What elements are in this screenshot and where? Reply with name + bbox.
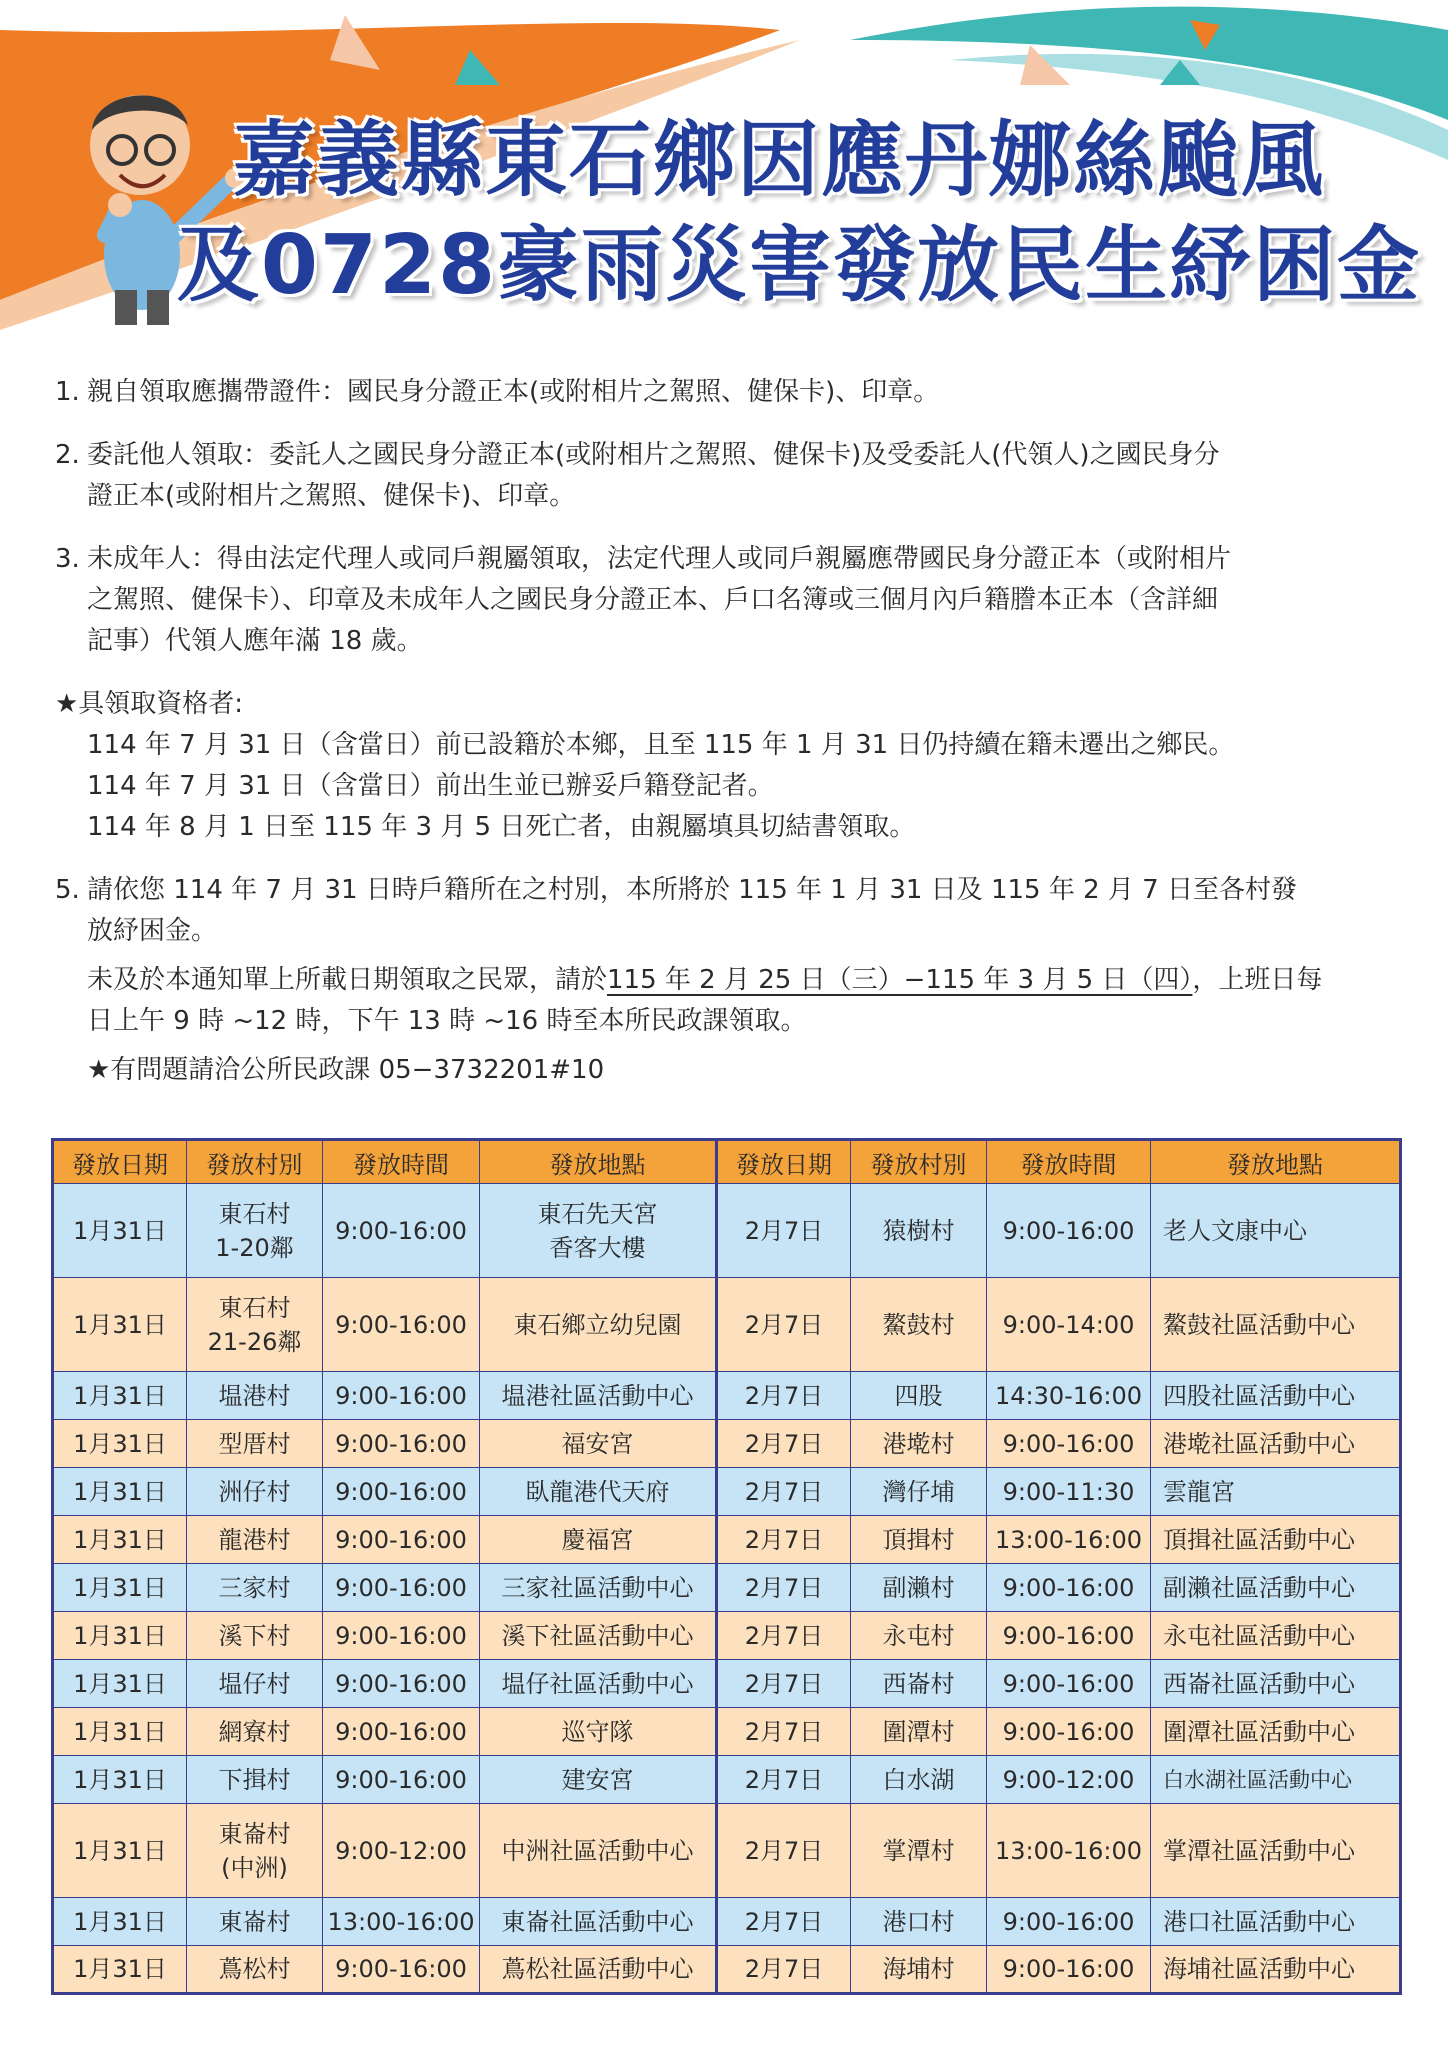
cell-date: 2月7日 <box>717 1420 851 1468</box>
cell-village: 港口村 <box>851 1898 987 1946</box>
instructions <box>55 372 1405 1113</box>
cell-location: 建安宮 <box>480 1756 717 1804</box>
cell-location: 東崙社區活動中心 <box>480 1898 717 1946</box>
cell-village: 塭仔村 <box>187 1660 323 1708</box>
cell-date: 2月7日 <box>717 1612 851 1660</box>
title-line-2: 及0728豪雨災害發放民生紓困金 <box>176 218 1422 313</box>
table-row <box>53 1516 1401 1564</box>
cell-location: 永屯社區活動中心 <box>1151 1612 1401 1660</box>
cell-village: 港墘村 <box>851 1420 987 1468</box>
cell-village: 四股 <box>851 1372 987 1420</box>
cell-village: 永屯村 <box>851 1612 987 1660</box>
note-text: 委託他人領取：委託人之國民身分證正本(或附相片之駕照、健保卡)及受委託人(代領人)之國民身分 <box>87 440 1220 470</box>
table-row <box>53 1184 1401 1278</box>
header-date: 發放日期 <box>53 1140 187 1184</box>
cell-date: 2月7日 <box>717 1946 851 1994</box>
cell-village: 海埔村 <box>851 1946 987 1994</box>
table-row <box>53 1278 1401 1372</box>
table-row <box>53 1804 1401 1898</box>
table-row <box>53 1420 1401 1468</box>
cell-location: 港口社區活動中心 <box>1151 1898 1401 1946</box>
cell-time: 9:00-16:00 <box>323 1756 480 1804</box>
note-number: 1. <box>55 377 80 407</box>
header-location: 發放地點 <box>480 1140 717 1184</box>
cell-village: 型厝村 <box>187 1420 323 1468</box>
table-row <box>53 1756 1401 1804</box>
cell-village: 東崙村 (中洲) <box>187 1804 323 1898</box>
cell-village: 下揖村 <box>187 1756 323 1804</box>
cell-location: 掌潭社區活動中心 <box>1151 1804 1401 1898</box>
cell-date: 1月31日 <box>53 1708 187 1756</box>
cell-time: 9:00-14:00 <box>987 1278 1151 1372</box>
cell-location: 臥龍港代天府 <box>480 1468 717 1516</box>
table-row <box>53 1946 1401 1994</box>
note-text: 記事）代領人應年滿 18 歲。 <box>87 626 423 656</box>
note-1 <box>55 372 1405 413</box>
cell-date: 2月7日 <box>717 1660 851 1708</box>
cell-time: 14:30-16:00 <box>987 1372 1151 1420</box>
cell-village: 圍潭村 <box>851 1708 987 1756</box>
cell-date: 2月7日 <box>717 1804 851 1898</box>
cell-date: 1月31日 <box>53 1184 187 1278</box>
cell-location: 四股社區活動中心 <box>1151 1372 1401 1420</box>
cell-date: 1月31日 <box>53 1660 187 1708</box>
cell-time: 9:00-16:00 <box>987 1564 1151 1612</box>
cell-village: 西崙村 <box>851 1660 987 1708</box>
cell-date: 1月31日 <box>53 1516 187 1564</box>
cell-village: 副瀨村 <box>851 1564 987 1612</box>
note-text: 之駕照、健保卡）、印章及未成年人之國民身分證正本、戶口名簿或三個月內戶籍謄本正本（含詳細 <box>87 585 1219 615</box>
cell-time: 9:00-11:30 <box>987 1468 1151 1516</box>
cell-location: 圍潭社區活動中心 <box>1151 1708 1401 1756</box>
header-time: 發放時間 <box>987 1140 1151 1184</box>
cell-village: 頂揖村 <box>851 1516 987 1564</box>
cell-village: 蔦松村 <box>187 1946 323 1994</box>
cell-time: 9:00-16:00 <box>987 1660 1151 1708</box>
cell-date: 1月31日 <box>53 1468 187 1516</box>
cell-date: 1月31日 <box>53 1612 187 1660</box>
cell-time: 9:00-16:00 <box>323 1564 480 1612</box>
cell-location: 三家社區活動中心 <box>480 1564 717 1612</box>
title-line-1: 嘉義縣東石鄉因應丹娜絲颱風 <box>232 113 1325 208</box>
cell-time: 9:00-16:00 <box>323 1278 480 1372</box>
cell-date: 1月31日 <box>53 1898 187 1946</box>
cell-village: 東石村 21-26鄰 <box>187 1278 323 1372</box>
eligibility-item: 114 年 8 月 1 日至 115 年 3 月 5 日死亡者，由親屬填具切結書領取。 <box>87 812 916 842</box>
note-text: 親自領取應攜帶證件：國民身分證正本(或附相片之駕照、健保卡)、印章。 <box>87 377 940 407</box>
note-text: 放紓困金。 <box>87 916 218 946</box>
cell-location: 副瀨社區活動中心 <box>1151 1564 1401 1612</box>
cell-location: 西崙社區活動中心 <box>1151 1660 1401 1708</box>
cell-time: 9:00-16:00 <box>323 1660 480 1708</box>
cell-date: 2月7日 <box>717 1278 851 1372</box>
cell-village: 白水湖 <box>851 1756 987 1804</box>
cell-village: 東石村 1-20鄰 <box>187 1184 323 1278</box>
eligibility-item: 114 年 7 月 31 日（含當日）前已設籍於本鄉，且至 115 年 1 月 31 日仍持續在籍未遷出之鄉民。 <box>87 730 1235 760</box>
cell-location: 蔦松社區活動中心 <box>480 1946 717 1994</box>
table-row <box>53 1372 1401 1420</box>
cell-location: 東石鄉立幼兒園 <box>480 1278 717 1372</box>
late-pickup-hours: 日上午 9 時 ~12 時，下午 13 時 ~16 時至本所民政課領取。 <box>87 1006 807 1036</box>
cell-location: 巡守隊 <box>480 1708 717 1756</box>
distribution-schedule-table <box>51 1138 1402 1995</box>
cell-village: 三家村 <box>187 1564 323 1612</box>
cell-time: 9:00-16:00 <box>323 1372 480 1420</box>
cell-village: 掌潭村 <box>851 1804 987 1898</box>
cell-date: 2月7日 <box>717 1372 851 1420</box>
cell-date: 2月7日 <box>717 1468 851 1516</box>
cell-location: 東石先天宮 香客大樓 <box>480 1184 717 1278</box>
cell-time: 9:00-16:00 <box>323 1946 480 1994</box>
cell-village: 東崙村 <box>187 1898 323 1946</box>
late-pickup-text: 未及於本通知單上所載日期領取之民眾，請於 <box>87 965 608 995</box>
cell-location: 海埔社區活動中心 <box>1151 1946 1401 1994</box>
header-village: 發放村別 <box>851 1140 987 1184</box>
cell-village: 龍港村 <box>187 1516 323 1564</box>
cell-village: 猿樹村 <box>851 1184 987 1278</box>
contact-info: ★有問題請洽公所民政課 05−3732201#10 <box>87 1055 605 1085</box>
cell-location: 雲龍宮 <box>1151 1468 1401 1516</box>
cell-time: 13:00-16:00 <box>987 1804 1151 1898</box>
cell-date: 2月7日 <box>717 1516 851 1564</box>
cell-date: 2月7日 <box>717 1708 851 1756</box>
cell-time: 9:00-16:00 <box>323 1612 480 1660</box>
cell-time: 9:00-16:00 <box>323 1516 480 1564</box>
note-2 <box>55 435 1405 517</box>
table-row <box>53 1708 1401 1756</box>
late-pickup-dates: 115 年 2 月 25 日（三）−115 年 3 月 5 日（四） <box>607 965 1193 995</box>
late-pickup-text: ，上班日每 <box>1192 965 1323 995</box>
cell-location: 溪下社區活動中心 <box>480 1612 717 1660</box>
cell-village: 網寮村 <box>187 1708 323 1756</box>
note-number: 3. <box>55 544 80 574</box>
cell-date: 2月7日 <box>717 1184 851 1278</box>
cell-village: 鰲鼓村 <box>851 1278 987 1372</box>
note-text: 證正本(或附相片之駕照、健保卡)、印章。 <box>87 481 576 511</box>
table-row <box>53 1660 1401 1708</box>
cell-date: 2月7日 <box>717 1564 851 1612</box>
table-row <box>53 1898 1401 1946</box>
table-row <box>53 1564 1401 1612</box>
cell-village: 塭港村 <box>187 1372 323 1420</box>
note-5 <box>55 870 1405 1091</box>
header-time: 發放時間 <box>323 1140 480 1184</box>
note-3 <box>55 539 1405 662</box>
cell-location: 中洲社區活動中心 <box>480 1804 717 1898</box>
cell-location: 塭仔社區活動中心 <box>480 1660 717 1708</box>
cell-time: 13:00-16:00 <box>987 1516 1151 1564</box>
cell-date: 2月7日 <box>717 1898 851 1946</box>
cell-time: 9:00-16:00 <box>987 1420 1151 1468</box>
cell-location: 鰲鼓社區活動中心 <box>1151 1278 1401 1372</box>
cell-time: 9:00-16:00 <box>987 1184 1151 1278</box>
cell-date: 1月31日 <box>53 1564 187 1612</box>
header-date: 發放日期 <box>717 1140 851 1184</box>
note-text: 請依您 114 年 7 月 31 日時戶籍所在之村別，本所將於 115 年 1 月 31 日及 115 年 2 月 7 日至各村發 <box>87 875 1297 905</box>
eligibility-heading: ★具領取資格者: <box>55 689 244 719</box>
cell-date: 1月31日 <box>53 1420 187 1468</box>
cell-location: 福安宮 <box>480 1420 717 1468</box>
cell-location: 白水湖社區活動中心 <box>1151 1756 1401 1804</box>
cell-time: 9:00-16:00 <box>987 1946 1151 1994</box>
cell-time: 9:00-16:00 <box>987 1708 1151 1756</box>
cell-time: 9:00-16:00 <box>323 1420 480 1468</box>
note-number: 5. <box>55 875 80 905</box>
cell-date: 1月31日 <box>53 1756 187 1804</box>
table-header-row <box>53 1140 1401 1184</box>
cell-village: 灣仔埔 <box>851 1468 987 1516</box>
cell-time: 9:00-16:00 <box>323 1468 480 1516</box>
cell-location: 港墘社區活動中心 <box>1151 1420 1401 1468</box>
cell-time: 13:00-16:00 <box>323 1898 480 1946</box>
header-village: 發放村別 <box>187 1140 323 1184</box>
note-number: 2. <box>55 440 80 470</box>
cell-village: 洲仔村 <box>187 1468 323 1516</box>
cell-location: 慶福宮 <box>480 1516 717 1564</box>
eligibility <box>55 684 1405 848</box>
table-row <box>53 1612 1401 1660</box>
cell-village: 溪下村 <box>187 1612 323 1660</box>
cell-date: 1月31日 <box>53 1946 187 1994</box>
cell-time: 9:00-12:00 <box>323 1804 480 1898</box>
cell-date: 1月31日 <box>53 1372 187 1420</box>
table-row <box>53 1468 1401 1516</box>
cell-date: 1月31日 <box>53 1278 187 1372</box>
late-pickup <box>55 960 1405 1001</box>
cell-location: 頂揖社區活動中心 <box>1151 1516 1401 1564</box>
cell-time: 9:00-12:00 <box>987 1756 1151 1804</box>
cell-time: 9:00-16:00 <box>323 1184 480 1278</box>
cell-time: 9:00-16:00 <box>323 1708 480 1756</box>
cell-location: 塭港社區活動中心 <box>480 1372 717 1420</box>
cell-time: 9:00-16:00 <box>987 1898 1151 1946</box>
cell-date: 2月7日 <box>717 1756 851 1804</box>
header-location: 發放地點 <box>1151 1140 1401 1184</box>
cell-date: 1月31日 <box>53 1804 187 1898</box>
eligibility-item: 114 年 7 月 31 日（含當日）前出生並已辦妥戶籍登記者。 <box>87 771 774 801</box>
note-text: 未成年人：得由法定代理人或同戶親屬領取，法定代理人或同戶親屬應帶國民身分證正本（或附相片 <box>87 544 1232 574</box>
cell-time: 9:00-16:00 <box>987 1612 1151 1660</box>
cell-location: 老人文康中心 <box>1151 1184 1401 1278</box>
